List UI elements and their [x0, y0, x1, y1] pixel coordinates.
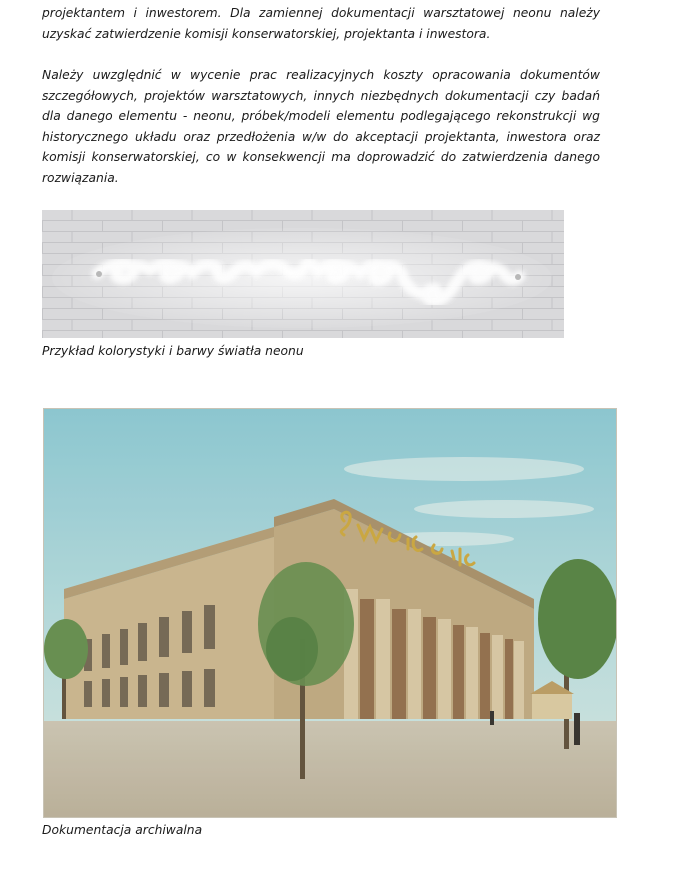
neon-photo-caption: Przykład kolorystyki i barwy światła neonu — [42, 344, 304, 358]
archive-photo-caption: Dokumentacja archiwalna — [42, 823, 203, 837]
neon-sign-photo — [42, 210, 564, 338]
archive-postcard-photo — [43, 408, 617, 818]
paragraph-1: projektantem i inwestorem. Dla zamiennej dokumentacji warsztatowej neonu należy uzyskać zatwierdzenie komisji konserwatorskiej, projektanta i inwestora. — [42, 6, 600, 41]
paragraph-2: Należy uwzględnić w wycenie prac realizacyjnych koszty opracowania dokumentów szczegółowych, projektów warsztatowych, innych niezbędnych dokumentacji czy badań dla danego elementu - neonu, próbek/modeli elementu podlegającego rekonstrukcji wg historycznego układu oraz przedłożenia w/w do akceptacji projektanta, inwestora oraz komisji konserwatorskiej, co w konsekwencji ma doprowadzić do zatwierdzenia danego rozwiązania. — [42, 68, 600, 185]
